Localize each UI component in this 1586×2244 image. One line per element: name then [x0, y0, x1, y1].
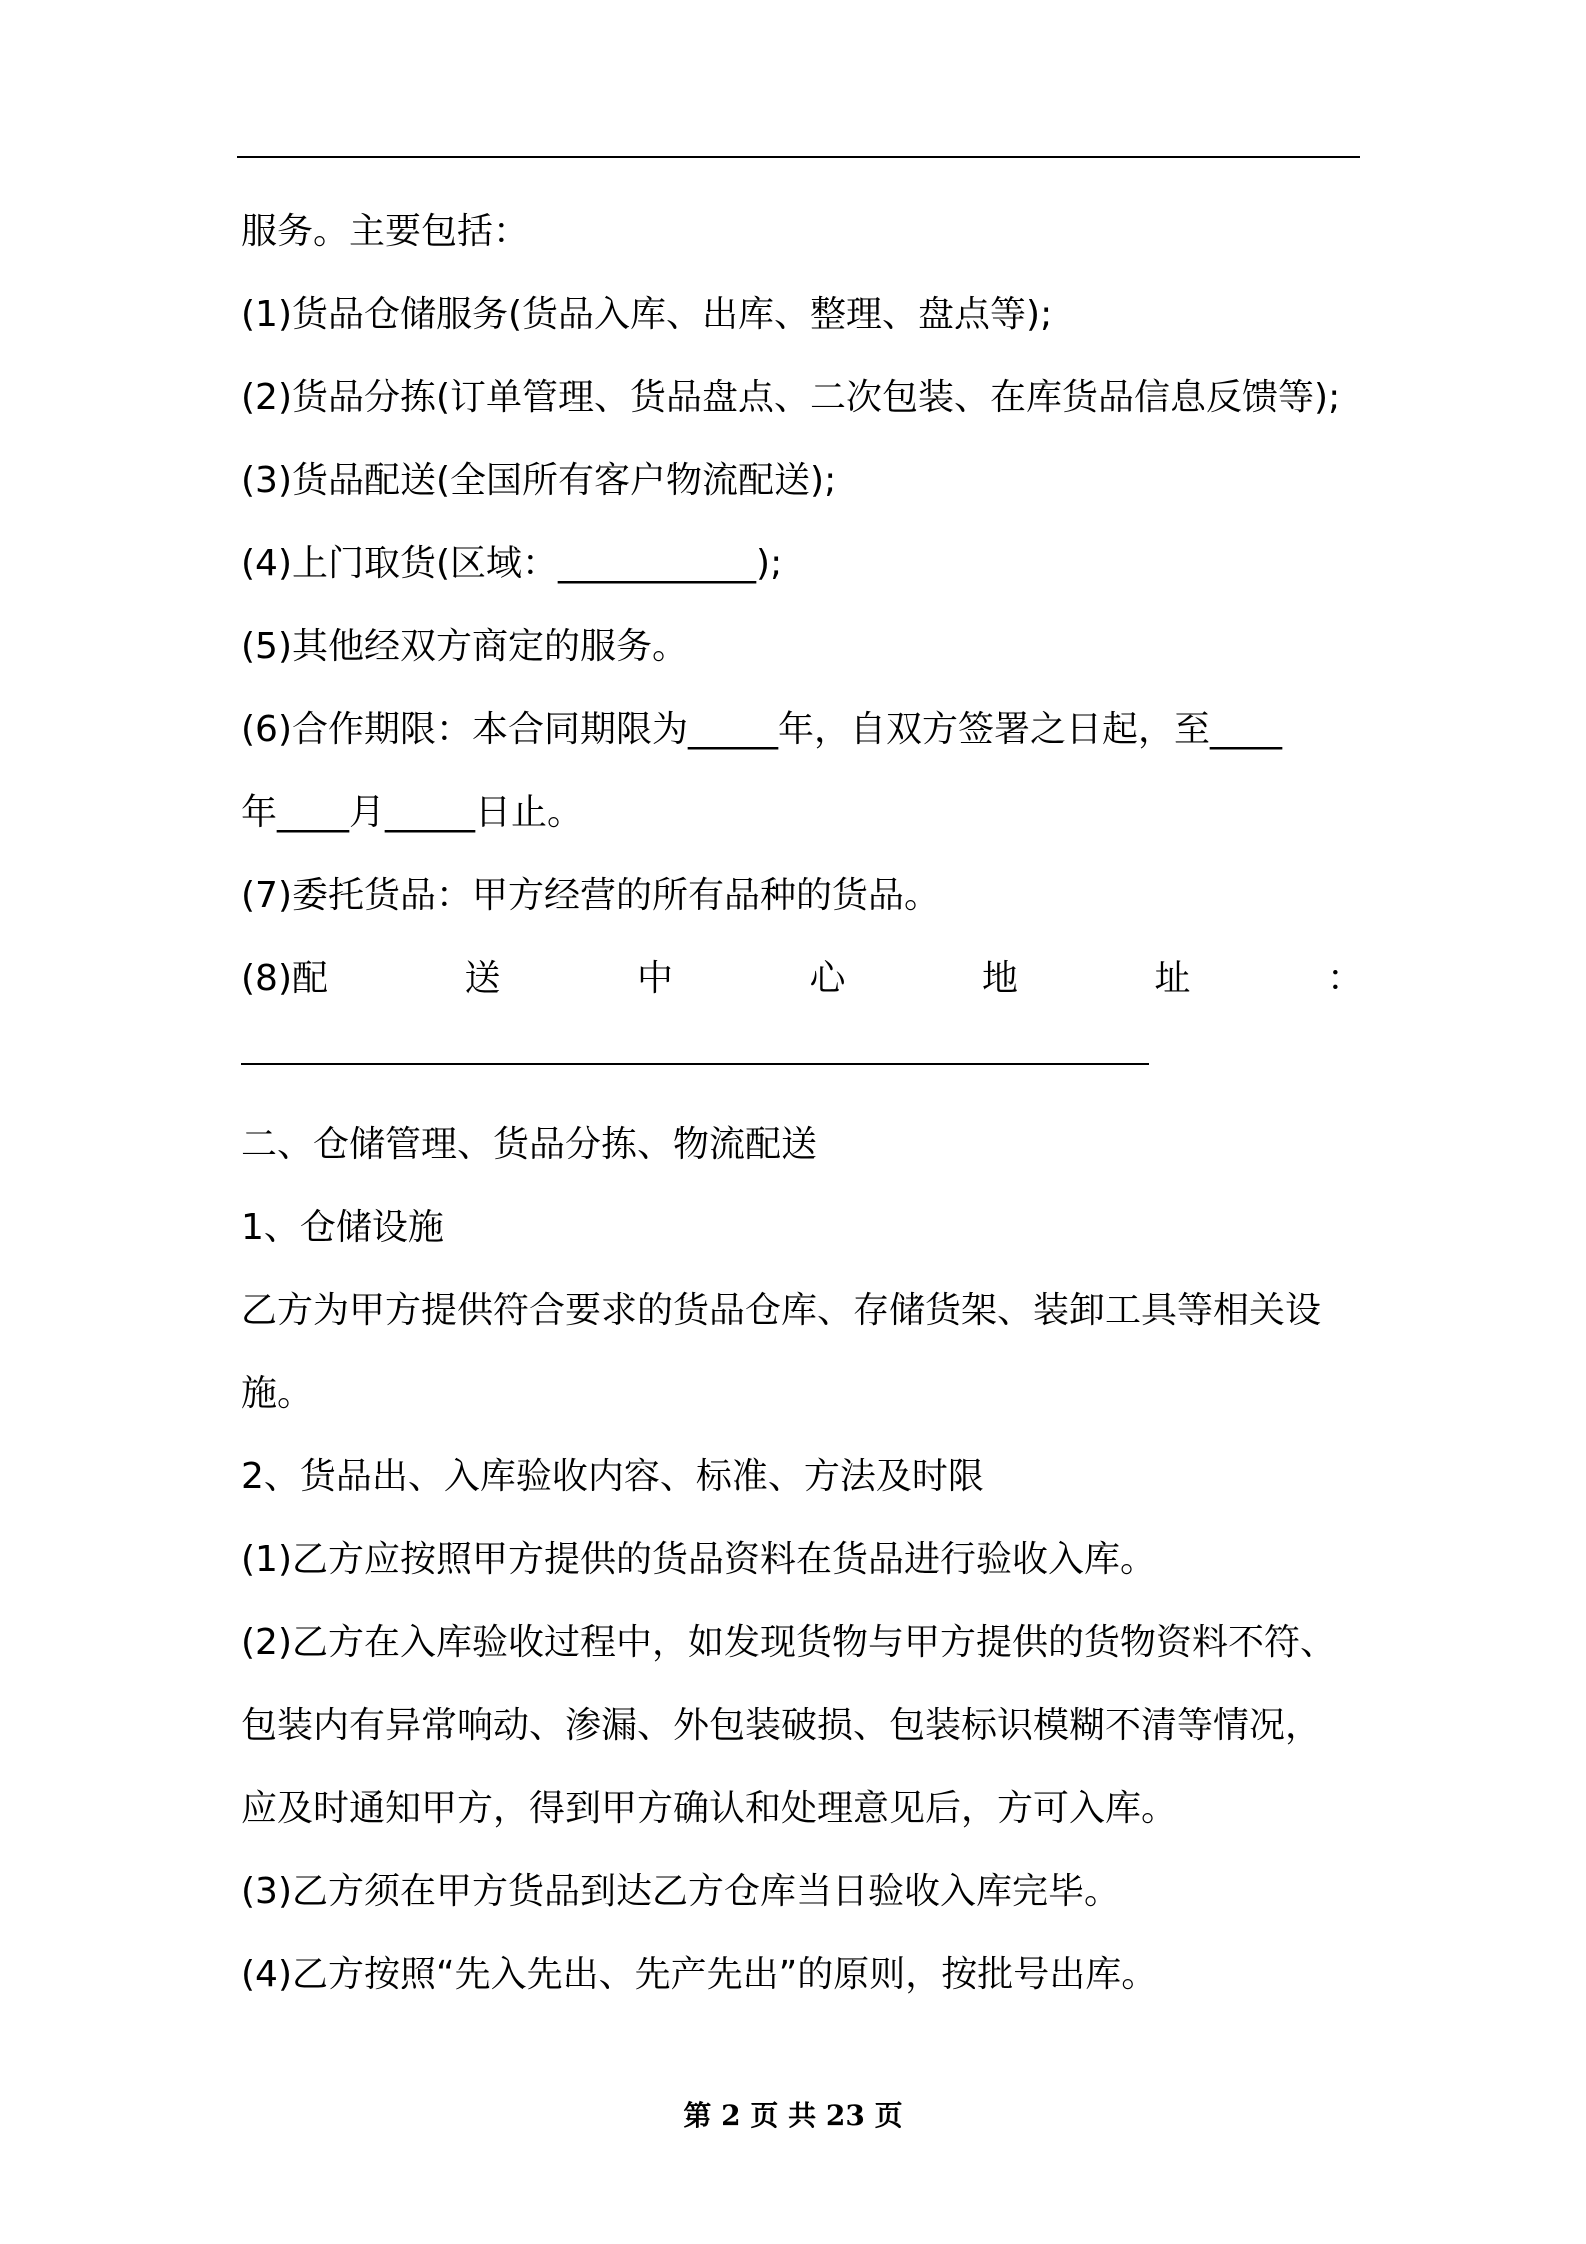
- clause-line: 应及时通知甲方，得到甲方确认和处理意见后，方可入库。: [241, 1788, 1178, 1829]
- distribution-center-address-line: [241, 937, 1363, 1020]
- paragraph-line: 服务。主要包括：: [241, 211, 530, 252]
- page-number-footer: 第 2 页 共 23 页: [683, 2099, 903, 2132]
- address-char: 送: [464, 958, 501, 999]
- paragraph-line: 施。: [241, 1373, 314, 1414]
- subsection-heading: 1、仓储设施: [241, 1207, 444, 1248]
- address-char: (8)配: [241, 958, 328, 999]
- paragraph-line: 乙方为甲方提供符合要求的货品仓库、存储货架、装卸工具等相关设: [241, 1290, 1322, 1331]
- address-char: 心: [809, 958, 846, 999]
- clause-line: (1)乙方应按照甲方提供的货品资料在货品进行验收入库。: [241, 1539, 1156, 1580]
- clause-line: (2)乙方在入库验收过程中，如发现货物与甲方提供的货物资料不符、: [241, 1622, 1336, 1663]
- clause-line: (3)乙方须在甲方货品到达乙方仓库当日验收入库完毕。: [241, 1871, 1120, 1912]
- service-item-4: (4)上门取货(区域：___________);: [241, 543, 783, 584]
- cooperation-term-line: (6)合作期限：本合同期限为_____年，自双方签署之日起，至____: [241, 709, 1282, 750]
- service-item-3: (3)货品配送(全国所有客户物流配送);: [241, 460, 837, 501]
- section-heading: 二、仓储管理、货品分拣、物流配送: [241, 1124, 818, 1165]
- address-char: 中: [636, 958, 673, 999]
- address-blank-line: [241, 1020, 1363, 1103]
- header-rule: [237, 156, 1360, 158]
- document-body: [241, 190, 1363, 2016]
- address-blank-underline: [241, 1063, 1149, 1065]
- entrusted-goods-line: (7)委托货品：甲方经营的所有品种的货品。: [241, 875, 940, 916]
- service-item-1: (1)货品仓储服务(货品入库、出库、整理、盘点等);: [241, 294, 1053, 335]
- clause-line: 包装内有异常响动、渗漏、外包装破损、包装标识模糊不清等情况，: [241, 1705, 1322, 1746]
- subsection-heading: 2、货品出、入库验收内容、标准、方法及时限: [241, 1456, 984, 1497]
- address-char: 址: [1154, 958, 1191, 999]
- address-char: ：: [1326, 958, 1363, 999]
- clause-line: (4)乙方按照“先入先出、先产先出”的原则，按批号出库。: [241, 1954, 1158, 1995]
- service-item-5: (5)其他经双方商定的服务。: [241, 626, 688, 667]
- service-item-2: (2)货品分拣(订单管理、货品盘点、二次包装、在库货品信息反馈等);: [241, 377, 1341, 418]
- address-char: 地: [981, 958, 1018, 999]
- cooperation-term-date-line: 年____月_____日止。: [241, 792, 584, 833]
